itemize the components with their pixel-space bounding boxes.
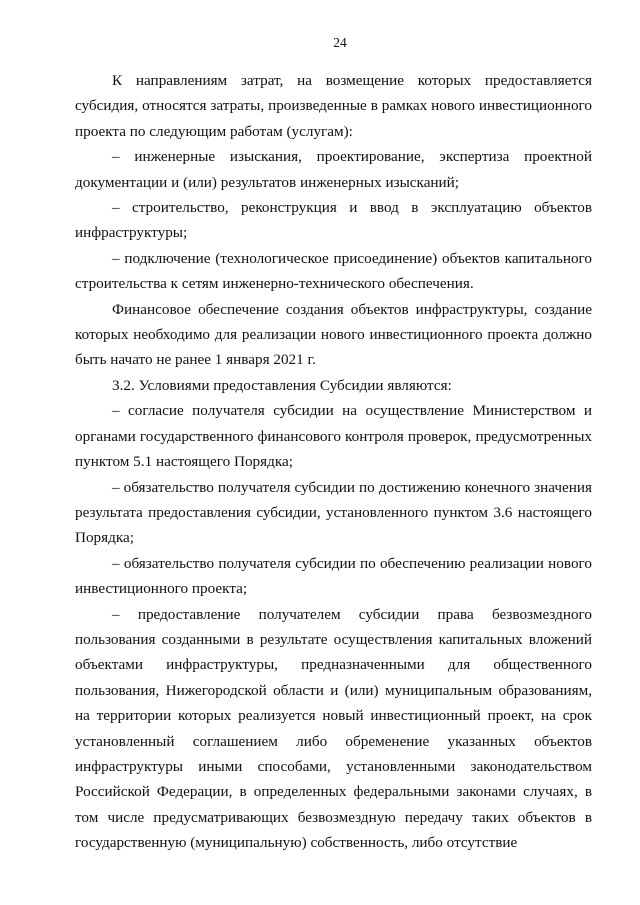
body-text (75, 68, 592, 856)
list-item-construction: – строительство, реконструкция и ввод в эксплуатацию объектов инфраструктуры; (75, 199, 592, 242)
paragraph-financing-start: Финансовое обеспечение создания объектов инфраструктуры, создание которых необходимо для реализации нового инвестиционного проекта должно быть начато не ранее 1 января 2021 г. (75, 300, 592, 369)
list-item-free-use-right: – предоставление получателем субсидии права безвозмездного пользования созданными в результате осуществления капитальных вложений объектами инфраструктуры, предназначенными для общественного пользования, Нижегородской области и (или) муниципальным образованиям, на территории которых реализуется новый инвестиционный проект, на срок установленный соглашением либо обременение указанных объектов инфраструктуры иными способами, установленными законодательством Российской Федерации, в определенных федеральными законами случаях, в том числе предусматривающих безвозмездную передачу таких объектов в государственную (муниципальную) собственность, либо отсутствие (75, 605, 592, 852)
list-item-engineering-surveys: – инженерные изыскания, проектирование, экспертиза проектной документации и (или) результатов инженерных изысканий; (75, 148, 592, 191)
list-item-result-obligation: – обязательство получателя субсидии по достижению конечного значения результата предоставления субсидии, установленного пунктом 3.6 настоящего Порядка; (75, 478, 592, 547)
list-item-project-obligation: – обязательство получателя субсидии по обеспечению реализации нового инвестиционного проекта; (75, 554, 592, 598)
page-number: 24 (333, 35, 347, 50)
section-heading-conditions: 3.2. Условиями предоставления Субсидии являются: (112, 376, 452, 394)
list-item-connection: – подключение (технологическое присоединение) объектов капитального строительства к сетям инженерно-технического обеспечения. (75, 249, 592, 293)
list-item-consent-to-inspections: – согласие получателя субсидии на осуществление Министерством и органами государственного финансового контроля проверок, предусмотренных пунктом 5.1 настоящего Порядка; (75, 402, 592, 471)
paragraph-expense-directions: К направлениям затрат, на возмещение которых предоставляется субсидия, относятся затраты, произведенные в рамках нового инвестиционного проекта по следующим работам (услугам): (75, 72, 592, 140)
